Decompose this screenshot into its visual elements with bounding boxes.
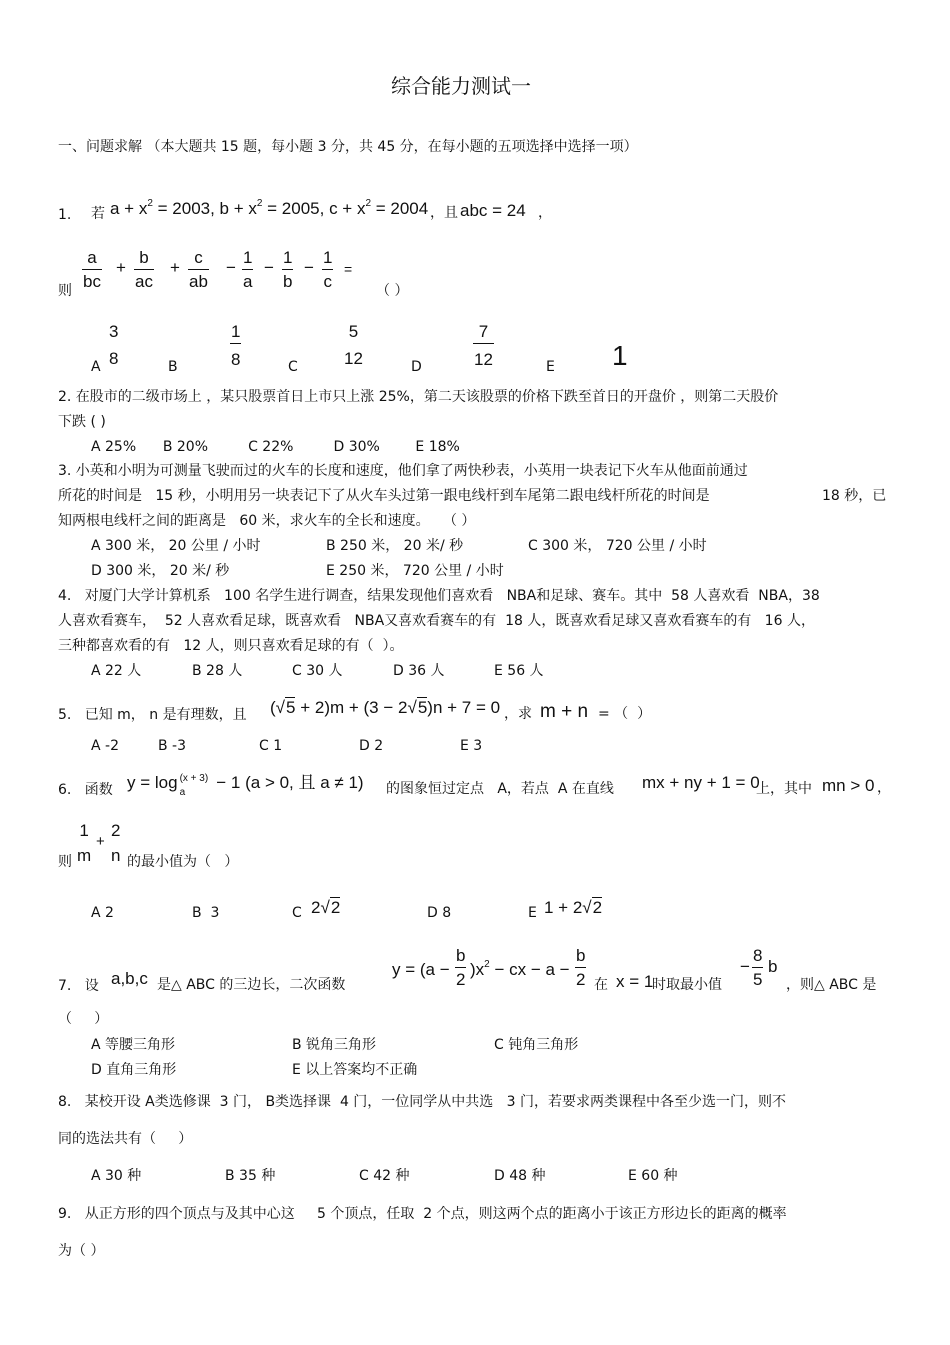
q6-option-d: D 8 bbox=[427, 905, 452, 921]
q7-zai: 在 bbox=[594, 977, 608, 993]
q3-option-e: E 250 米， 720 公里 / 小时 bbox=[326, 563, 504, 579]
section-heading: 一、问题求解 （本大题共 15 题，每小题 3 分，共 45 分，在每小题的五项选择中选择一项） bbox=[58, 139, 638, 155]
q7-neg: − bbox=[740, 957, 750, 976]
q1-plus-2: + bbox=[170, 258, 180, 277]
q5-option-b: B -3 bbox=[158, 738, 187, 754]
q3-option-d: D 300 米， 20 米/ 秒 bbox=[91, 563, 230, 579]
q1-abc: abc = 24 bbox=[460, 201, 526, 220]
q6-function: y = log (x + 3) a − 1 (a > 0, 且 a ≠ 1) bbox=[127, 773, 364, 798]
q1-option-a-value: 3 8 bbox=[109, 322, 119, 368]
q7-option-c: C 钝角三角形 bbox=[494, 1037, 579, 1053]
q9-line-2: 为（ ） bbox=[58, 1243, 105, 1259]
q1-option-d-value: $\frac{7}{12}$ bbox=[474, 322, 493, 369]
q5-qiu: ，求 bbox=[504, 706, 532, 722]
q6-frac-1-m: 1 m bbox=[77, 821, 92, 865]
q6-tail: 的最小值为（ ） bbox=[127, 854, 239, 870]
q1-plus-1: + bbox=[116, 258, 126, 277]
page-title: 综合能力测试一 bbox=[391, 74, 531, 98]
q8-option-c: C 42 种 bbox=[359, 1168, 410, 1184]
q1-option-d-label: D bbox=[411, 359, 422, 375]
q1-option-c-value: 5 12 bbox=[344, 322, 363, 368]
q6-option-e-label: E bbox=[528, 905, 537, 921]
q1-option-c-label: C bbox=[288, 359, 298, 375]
q7-frac-b-2-second: $\frac{b}{2}$ bbox=[576, 946, 586, 989]
q4-option-b: B 28 人 bbox=[192, 663, 243, 679]
q7-quadratic-1: y = (a − bbox=[392, 960, 450, 979]
q7-option-a: A 等腰三角形 bbox=[91, 1037, 176, 1053]
q5-m-plus-n: m + n bbox=[540, 701, 589, 722]
q1-minus-2: − bbox=[264, 258, 274, 277]
q7-qu: 时取最小值 bbox=[652, 977, 722, 993]
q8-line-1: 8. 某校开设 A类选修课 3 门， B类选择课 4 门，一位同学从中共选 3 门，若要求两类课程中各至少选一门，则不 bbox=[58, 1094, 787, 1110]
q4-line-2: 人喜欢看赛车， 52 人喜欢看足球，既喜欢看 NBA又喜欢看赛车的有 18 人，既喜欢看足球又喜欢看赛车的有 16 人， bbox=[58, 613, 815, 629]
q3-line-1: 3. 小英和小明为可测量飞驶而过的火车的长度和速度，他们拿了两快秒表，小英用一块表记下火车从他面前通过 bbox=[58, 463, 748, 479]
q1-answer-paren: （ ） bbox=[376, 283, 409, 299]
q3-line-2-end: 18 秒，已 bbox=[822, 488, 887, 504]
q7-option-d: D 直角三角形 bbox=[91, 1062, 177, 1078]
q2-line-1: 2. 在股市的二级市场上 ，某只股票首日上市只上涨 25%，第二天该股票的价格下跌至首日的开盘价 ，则第二天股价 bbox=[58, 389, 779, 405]
q6-plus: + bbox=[96, 833, 105, 850]
q1-frac-1-c: $\frac{1}{c}$ bbox=[323, 248, 333, 291]
q6-option-e-value: 1 + 2√2 bbox=[544, 898, 603, 917]
q1-minus-1: − bbox=[226, 258, 236, 277]
q7-option-b: B 锐角三角形 bbox=[292, 1037, 377, 1053]
q1-minus-3: − bbox=[304, 258, 314, 277]
q8-option-d: D 48 种 bbox=[494, 1168, 546, 1184]
q1-option-b-value: $\frac{1}{8}$ bbox=[231, 322, 241, 369]
q6-shang: 上，其中 bbox=[756, 781, 812, 797]
q6-line-equation: mx + ny + 1 = 0 bbox=[642, 773, 760, 792]
q4-option-d: D 36 人 bbox=[393, 663, 445, 679]
q7-b: b bbox=[768, 957, 778, 976]
q5-option-a: A -2 bbox=[91, 738, 119, 754]
q6-ze: 则 bbox=[58, 854, 72, 870]
q2-options: A 25% B 20% C 22% D 30% E 18% bbox=[91, 439, 460, 455]
q6-option-c-value: 2√2 bbox=[311, 898, 341, 917]
q1-ruo: 若 bbox=[91, 206, 105, 222]
q1-option-e-value: 1 bbox=[612, 340, 628, 371]
q7-quadratic-2: )$x^2$ − cx − a − bbox=[470, 959, 570, 979]
q7-option-e: E 以上答案均不正确 bbox=[292, 1062, 418, 1078]
q7-middle: 是△ ABC 的三边长，二次函数 bbox=[157, 977, 346, 993]
q7-ze: ，则△ ABC 是 bbox=[786, 977, 877, 993]
q1-qie: ，且 bbox=[430, 205, 458, 221]
q8-option-b: B 35 种 bbox=[225, 1168, 276, 1184]
q1-frac-1-b: $\frac{1}{b}$ bbox=[283, 248, 293, 291]
q4-option-c: C 30 人 bbox=[292, 663, 343, 679]
q3-option-a: A 300 米， 20 公里 / 小时 bbox=[91, 538, 261, 554]
q7-frac-b-2: $\frac{b}{2}$ bbox=[456, 946, 466, 989]
q6-intro: 6. 函数 bbox=[58, 782, 113, 798]
q3-option-b: B 250 米， 20 米/ 秒 bbox=[326, 538, 464, 554]
q5-intro: 5. 已知 m， n 是有理数，且 bbox=[58, 707, 247, 723]
q5-option-d: D 2 bbox=[359, 738, 384, 754]
q7-x-equals-1: x = 1 bbox=[616, 972, 654, 991]
q6-comma: ， bbox=[877, 780, 891, 796]
q1-equals: = bbox=[344, 261, 353, 277]
q1-ze: 则 bbox=[58, 283, 72, 299]
q1-option-a-label: A bbox=[91, 359, 101, 375]
q6-middle-text: 的图象恒过定点 A，若点 A 在直线 bbox=[386, 781, 614, 797]
q1-frac-1-a: $\frac{1}{a}$ bbox=[243, 248, 253, 291]
q2-line-2: 下跌 ( ) bbox=[58, 414, 106, 430]
q6-frac-2-n: 2 n bbox=[111, 821, 121, 865]
q1-option-b-label: B bbox=[168, 359, 178, 375]
q7-intro: 7. 设 bbox=[58, 978, 99, 994]
q5-equation: (√5 + 2)m + (3 − 2√5)n + 7 = 0 bbox=[270, 698, 501, 717]
q5-equals-paren: = （ ） bbox=[598, 706, 652, 722]
q6-option-c-label: C bbox=[292, 905, 302, 921]
q1-frac-b-ac: $\frac{b}{ac}$ bbox=[135, 248, 153, 291]
q3-option-c: C 300 米， 720 公里 / 小时 bbox=[528, 538, 707, 554]
q1-equation: $a + x^2 = 2003$, $b + x^2 = 2005$, $c + x^2 = 2004$ bbox=[110, 198, 429, 218]
q4-line-3: 三种都喜欢看的有 12 人，则只喜欢看足球的有（ ）。 bbox=[58, 638, 404, 654]
q7-abc: a,b,c bbox=[111, 969, 148, 988]
q1-number: 1. bbox=[58, 207, 72, 223]
q4-line-1: 4. 对厦门大学计算机系 100 名学生进行调查，结果发现他们喜欢看 NBA和足球、赛车。其中 58 人喜欢看 NBA，38 bbox=[58, 588, 820, 604]
q3-line-2: 所花的时间是 15 秒，小明用另一块表记下了从火车头过第一跟电线杆到车尾第二跟电线杆所花的时间是 bbox=[58, 488, 710, 504]
q1-frac-a-bc: $\frac{a}{bc}$ bbox=[83, 248, 101, 291]
q4-option-a: A 22 人 bbox=[91, 663, 142, 679]
q6-option-a: A 2 bbox=[91, 905, 114, 921]
q6-option-b: B 3 bbox=[192, 905, 220, 921]
q5-option-e: E 3 bbox=[460, 738, 483, 754]
q8-option-a: A 30 种 bbox=[91, 1168, 142, 1184]
q9-line-1: 9. 从正方形的四个顶点与及其中心这 5 个顶点，任取 2 个点，则这两个点的距离小于该正方形边长的距离的概率 bbox=[58, 1206, 787, 1222]
q3-line-3: 知两根电线杆之间的距离是 60 米，求火车的全长和速度。 （ ） bbox=[58, 513, 476, 529]
q8-line-2: 同的选法共有（ ） bbox=[58, 1131, 193, 1147]
q6-condition: mn > 0 bbox=[822, 776, 875, 795]
q7-frac-8-5: $\frac{8}{5}$ bbox=[753, 946, 763, 989]
q1-comma: ， bbox=[538, 205, 552, 221]
q8-option-e: E 60 种 bbox=[628, 1168, 678, 1184]
q5-option-c: C 1 bbox=[259, 738, 283, 754]
q7-paren: （ ） bbox=[58, 1011, 109, 1027]
q4-option-e: E 56 人 bbox=[494, 663, 544, 679]
q1-frac-c-ab: $\frac{c}{ab}$ bbox=[189, 248, 208, 291]
q1-option-e-label: E bbox=[546, 359, 555, 375]
